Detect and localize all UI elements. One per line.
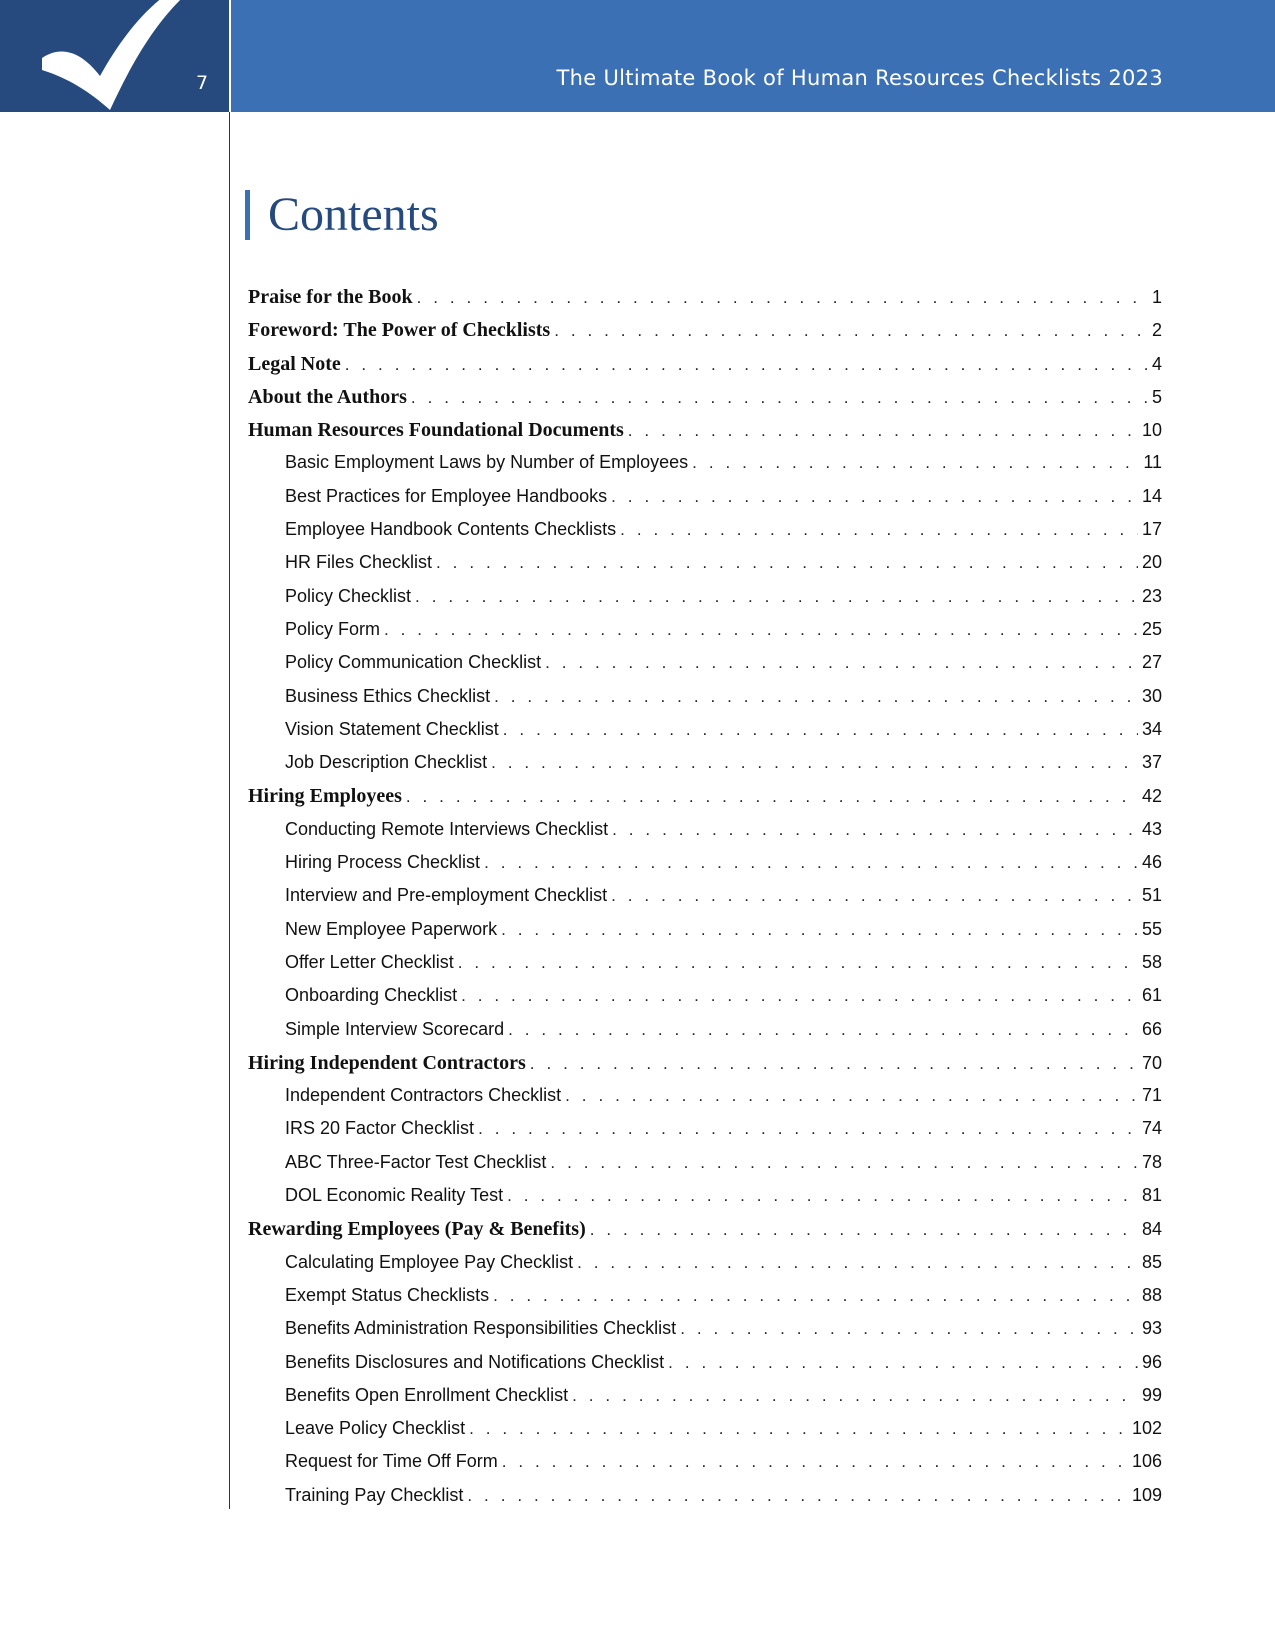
toc-entry-page-number: 46 (1141, 852, 1162, 873)
header-corner-block (0, 0, 229, 112)
toc-entry-page-number: 37 (1141, 752, 1162, 773)
toc-subentry[interactable] (248, 1385, 1162, 1418)
toc-subentry[interactable] (248, 752, 1162, 785)
toc-entry-page-number: 34 (1141, 718, 1162, 739)
toc-entry-title: Exempt Status Checklists (285, 1284, 490, 1305)
toc-subentry[interactable] (248, 1285, 1162, 1318)
toc-section-entry[interactable] (248, 286, 1162, 319)
toc-entry-title: Conducting Remote Interviews Checklist (285, 818, 609, 839)
dot-leader (345, 355, 1148, 375)
dot-leader (491, 753, 1138, 773)
header-bar (0, 0, 1275, 112)
toc-entry-title: Rewarding Employees (Pay & Benefits) (248, 1218, 586, 1241)
toc-entry-page-number: 70 (1141, 1052, 1162, 1073)
toc-entry-page-number: 66 (1141, 1018, 1162, 1039)
toc-entry-page-number: 84 (1141, 1219, 1162, 1240)
toc-section-entry[interactable] (248, 785, 1162, 818)
toc-entry-title: Job Description Checklist (285, 752, 488, 773)
toc-entry-title: Vision Statement Checklist (285, 718, 499, 739)
dot-leader (508, 1020, 1138, 1040)
toc-entry-title: Policy Form (285, 618, 381, 639)
dot-leader (436, 553, 1138, 573)
toc-subentry[interactable] (248, 652, 1162, 685)
toc-section-entry[interactable] (248, 419, 1162, 452)
dot-leader (503, 720, 1138, 740)
toc-entry-title: Best Practices for Employee Handbooks (285, 485, 608, 506)
toc-entry-title: Independent Contractors Checklist (285, 1085, 562, 1106)
margin-rule (229, 112, 230, 1509)
dot-leader (406, 787, 1138, 807)
dot-leader (545, 653, 1138, 673)
dot-leader (493, 1286, 1138, 1306)
dot-leader (417, 288, 1148, 308)
toc-subentry[interactable] (248, 719, 1162, 752)
toc-entry-page-number: 11 (1143, 452, 1162, 473)
dot-leader (458, 953, 1138, 973)
toc-entry-page-number: 4 (1151, 353, 1162, 374)
toc-subentry[interactable] (248, 1118, 1162, 1151)
toc-entry-page-number: 25 (1141, 618, 1162, 639)
toc-entry-title: HR Files Checklist (285, 552, 433, 573)
toc-entry-page-number: 88 (1141, 1284, 1162, 1305)
toc-entry-title: Simple Interview Scorecard (285, 1018, 505, 1039)
toc-subentry[interactable] (248, 1451, 1162, 1484)
dot-leader (620, 520, 1138, 540)
dot-leader (590, 1220, 1138, 1240)
toc-entry-title: Hiring Independent Contractors (248, 1051, 526, 1074)
dot-leader (611, 886, 1138, 906)
toc-entry-page-number: 85 (1141, 1251, 1162, 1272)
toc-entry-title: Benefits Open Enrollment Checklist (285, 1384, 569, 1405)
toc-entry-page-number: 109 (1131, 1484, 1162, 1505)
page-title: Contents (245, 190, 439, 240)
toc-entry-page-number: 23 (1141, 585, 1162, 606)
toc-entry-page-number: 93 (1141, 1318, 1162, 1339)
toc-entry-page-number: 81 (1141, 1185, 1162, 1206)
toc-subentry[interactable] (248, 885, 1162, 918)
toc-entry-page-number: 58 (1141, 951, 1162, 972)
dot-leader (692, 453, 1139, 473)
toc-entry-page-number: 78 (1141, 1151, 1162, 1172)
dot-leader (501, 920, 1138, 940)
toc-subentry[interactable] (248, 1085, 1162, 1118)
dot-leader (411, 388, 1148, 408)
dot-leader (680, 1319, 1138, 1339)
toc-entry-title: Legal Note (248, 352, 341, 375)
toc-entry-title: Benefits Disclosures and Notifications Checklist (285, 1351, 665, 1372)
toc-subentry[interactable] (248, 1318, 1162, 1351)
toc-entry-title: Calculating Employee Pay Checklist (285, 1251, 574, 1272)
toc-subentry[interactable] (248, 852, 1162, 885)
dot-leader (612, 820, 1138, 840)
dot-leader (554, 321, 1148, 341)
toc-entry-page-number: 61 (1141, 985, 1162, 1006)
toc-entry-title: DOL Economic Reality Test (285, 1185, 504, 1206)
toc-entry-page-number: 1 (1151, 287, 1162, 307)
page-number: 7 (196, 72, 209, 94)
toc-subentry[interactable] (248, 819, 1162, 852)
toc-subentry[interactable] (248, 619, 1162, 652)
toc-subentry[interactable] (248, 985, 1162, 1018)
toc-subentry[interactable] (248, 919, 1162, 952)
toc-subentry[interactable] (248, 586, 1162, 619)
toc-entry-title: IRS 20 Factor Checklist (285, 1118, 475, 1139)
toc-subentry[interactable] (248, 952, 1162, 985)
toc-section-entry[interactable] (248, 386, 1162, 419)
dot-leader (611, 487, 1138, 507)
toc-entry-page-number: 43 (1141, 818, 1162, 839)
dot-leader (507, 1186, 1138, 1206)
toc-entry-title: Human Resources Foundational Documents (248, 419, 624, 442)
toc-entry-title: Training Pay Checklist (285, 1484, 464, 1505)
toc-entry-page-number: 102 (1131, 1418, 1162, 1439)
toc-section-entry[interactable] (248, 353, 1162, 386)
toc-subentry[interactable] (248, 452, 1162, 485)
toc-entry-title: ABC Three-Factor Test Checklist (285, 1151, 547, 1172)
toc-entry-title: New Employee Paperwork (285, 918, 498, 939)
toc-entry-page-number: 99 (1141, 1384, 1162, 1405)
dot-leader (415, 587, 1138, 607)
toc-entry-title: About the Authors (248, 385, 407, 408)
checkmark-icon (30, 0, 200, 112)
toc-entry-page-number: 2 (1151, 320, 1162, 341)
toc-subentry[interactable] (248, 1352, 1162, 1385)
dot-leader (384, 620, 1138, 640)
dot-leader (530, 1054, 1138, 1074)
book-title: The Ultimate Book of Human Resources Checklists 2023 (556, 66, 1163, 90)
toc-subentry[interactable] (248, 1485, 1162, 1518)
toc-entry-page-number: 71 (1141, 1085, 1162, 1106)
toc-section-entry[interactable] (248, 1218, 1162, 1251)
toc-entry-title: Praise for the Book (248, 286, 413, 308)
toc-subentry[interactable] (248, 1252, 1162, 1285)
dot-leader (628, 421, 1138, 441)
dot-leader (461, 986, 1138, 1006)
toc-entry-page-number: 96 (1141, 1351, 1162, 1372)
toc-entry-title: Foreword: The Power of Checklists (248, 319, 551, 342)
dot-leader (572, 1386, 1138, 1406)
toc-entry-title: Policy Communication Checklist (285, 652, 542, 673)
toc-entry-title: Benefits Administration Responsibilities Checklist (285, 1318, 677, 1339)
toc-subentry[interactable] (248, 1019, 1162, 1052)
toc-subentry[interactable] (248, 552, 1162, 585)
toc-entry-page-number: 17 (1141, 519, 1162, 540)
dot-leader (502, 1452, 1128, 1472)
dot-leader (478, 1119, 1138, 1139)
toc-entry-page-number: 55 (1141, 918, 1162, 939)
toc-entry-page-number: 30 (1141, 685, 1162, 706)
toc-subentry[interactable] (248, 1152, 1162, 1185)
dot-leader (550, 1153, 1138, 1173)
dot-leader (484, 853, 1138, 873)
toc-subentry[interactable] (248, 486, 1162, 519)
header-divider (229, 0, 231, 112)
toc-subentry[interactable] (248, 1418, 1162, 1451)
toc-subentry[interactable] (248, 686, 1162, 719)
toc-section-entry[interactable] (248, 319, 1162, 352)
dot-leader (577, 1253, 1138, 1273)
dot-leader (565, 1086, 1138, 1106)
dot-leader (668, 1353, 1138, 1373)
toc-subentry[interactable] (248, 519, 1162, 552)
toc-entry-title: Hiring Employees (248, 785, 402, 808)
toc-entry-title: Leave Policy Checklist (285, 1418, 466, 1439)
toc-entry-title: Basic Employment Laws by Number of Employees (285, 452, 689, 473)
toc-entry-page-number: 10 (1141, 420, 1162, 441)
toc-entry-page-number: 51 (1141, 885, 1162, 906)
toc-entry-title: Request for Time Off Form (285, 1451, 498, 1472)
dot-leader (469, 1419, 1128, 1439)
table-of-contents (248, 286, 1162, 1518)
toc-entry-page-number: 27 (1141, 652, 1162, 673)
dot-leader (494, 687, 1138, 707)
toc-entry-page-number: 14 (1141, 485, 1162, 506)
toc-entry-title: Offer Letter Checklist (285, 951, 454, 972)
toc-section-entry[interactable] (248, 1052, 1162, 1085)
toc-subentry[interactable] (248, 1185, 1162, 1218)
toc-entry-page-number: 106 (1131, 1451, 1162, 1472)
toc-entry-title: Employee Handbook Contents Checklists (285, 519, 617, 540)
toc-entry-title: Onboarding Checklist (285, 985, 458, 1006)
toc-entry-title: Interview and Pre-employment Checklist (285, 885, 608, 906)
toc-entry-page-number: 5 (1151, 386, 1162, 407)
toc-entry-title: Policy Checklist (285, 585, 412, 606)
toc-entry-title: Hiring Process Checklist (285, 852, 481, 873)
toc-entry-title: Business Ethics Checklist (285, 685, 491, 706)
toc-entry-page-number: 74 (1141, 1118, 1162, 1139)
toc-entry-page-number: 20 (1141, 552, 1162, 573)
toc-entry-page-number: 42 (1141, 786, 1162, 807)
dot-leader (467, 1486, 1128, 1506)
